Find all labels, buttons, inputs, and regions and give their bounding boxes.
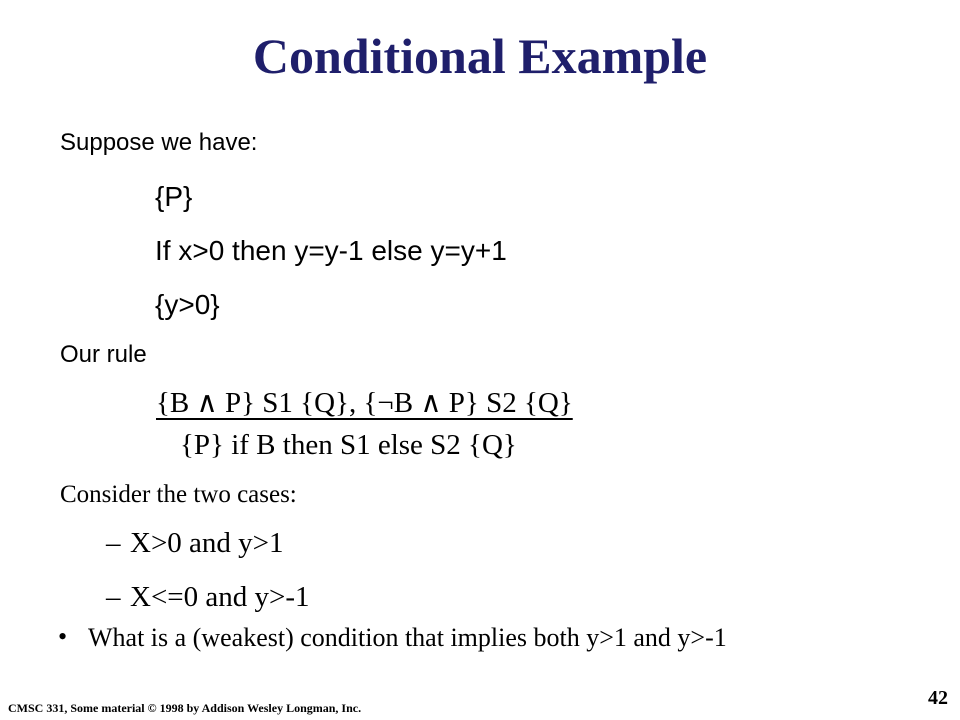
rule-conclusion: {P} if B then S1 else S2 {Q} (180, 429, 517, 461)
case-item (106, 526, 284, 560)
cases-intro: Consider the two cases: (60, 481, 297, 508)
postcondition: {y>0} (155, 289, 220, 320)
footer-credit: CMSC 331, Some material © 1998 by Addison Wesley Longman, Inc. (8, 701, 362, 715)
intro-text: Suppose we have: (60, 129, 258, 156)
precondition: {P} (155, 181, 193, 212)
bullet-marker: • (58, 622, 68, 651)
bullet-question: What is a (weakest) condition that implies both y>1 and y>-1 (88, 623, 727, 652)
conditional-statement: If x>0 then y=y-1 else y=y+1 (155, 235, 507, 266)
case-text: X<=0 and y>-1 (130, 581, 310, 613)
slide-title: Conditional Example (252, 28, 708, 84)
case-item (106, 580, 310, 614)
rule-label: Our rule (60, 341, 147, 368)
case-text: X>0 and y>1 (130, 527, 284, 559)
case-dash: – (106, 581, 121, 613)
page-number: 42 (928, 687, 948, 709)
rule-premises: {B ∧ P} S1 {Q}, {¬B ∧ P} S2 {Q} (156, 387, 573, 419)
case-dash: – (106, 527, 121, 559)
